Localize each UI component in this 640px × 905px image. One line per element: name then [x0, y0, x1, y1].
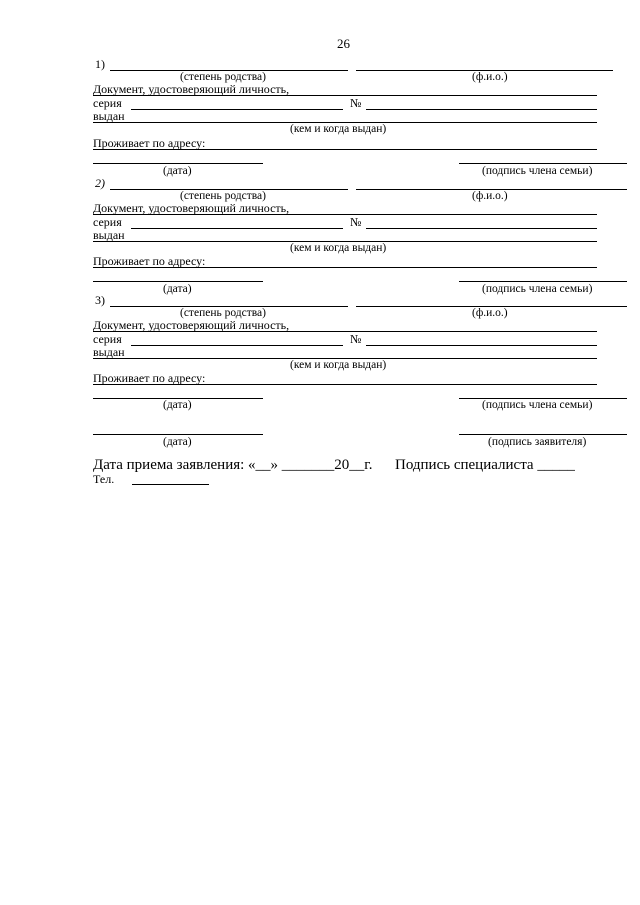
signature-caption: (подпись члена семьи)	[482, 165, 593, 177]
fio-caption: (ф.и.о.)	[472, 307, 508, 319]
address-label: Проживает по адресу:	[93, 254, 206, 268]
address-label: Проживает по адресу:	[93, 136, 206, 150]
fio-caption: (ф.и.о.)	[472, 71, 508, 83]
applicant-signature-caption: (подпись заявителя)	[488, 436, 587, 448]
applicant-date-caption: (дата)	[163, 436, 192, 448]
signature-caption: (подпись члена семьи)	[482, 283, 593, 295]
address-field[interactable]	[93, 384, 597, 385]
phone-label: Тел.	[93, 472, 115, 486]
specialist-signature-text: Подпись специалиста _____	[395, 457, 575, 473]
relation-caption: (степень родства)	[180, 307, 266, 319]
series-label: серия	[93, 332, 122, 346]
number-sign: №	[350, 332, 362, 346]
issued-caption: (кем и когда выдан)	[290, 359, 387, 371]
series-field[interactable]	[131, 345, 343, 346]
issued-caption: (кем и когда выдан)	[290, 242, 387, 254]
document-underline	[93, 331, 597, 332]
number-sign: №	[350, 215, 362, 229]
number-sign: №	[350, 96, 362, 110]
doc-number-field[interactable]	[366, 345, 597, 346]
series-label: серия	[93, 215, 122, 229]
member-number: 3)	[95, 293, 105, 307]
reception-date-text: Дата приема заявления: «__» _______20__г.	[93, 457, 373, 473]
date-caption: (дата)	[163, 283, 192, 295]
signature-caption: (подпись члена семьи)	[482, 399, 593, 411]
phone-field[interactable]	[132, 484, 209, 485]
issued-label: выдан	[93, 109, 125, 123]
page-number: 26	[337, 36, 350, 51]
relation-caption: (степень родства)	[180, 190, 266, 202]
document-label: Документ, удостоверяющий личность,	[93, 82, 290, 96]
document-label: Документ, удостоверяющий личность,	[93, 201, 290, 215]
document-label: Документ, удостоверяющий личность,	[93, 318, 290, 332]
relation-caption: (степень родства)	[180, 71, 266, 83]
address-label: Проживает по адресу:	[93, 371, 206, 385]
series-label: серия	[93, 96, 122, 110]
fio-caption: (ф.и.о.)	[472, 190, 508, 202]
issued-label: выдан	[93, 345, 125, 359]
applicant-signature-field[interactable]	[459, 434, 627, 435]
issued-caption: (кем и когда выдан)	[290, 123, 387, 135]
date-caption: (дата)	[163, 165, 192, 177]
family-member-3	[0, 0, 640, 420]
date-caption: (дата)	[163, 399, 192, 411]
member-number: 1)	[95, 57, 105, 71]
issued-label: выдан	[93, 228, 125, 242]
applicant-date-field[interactable]	[93, 434, 263, 435]
member-number: 2)	[95, 176, 105, 190]
